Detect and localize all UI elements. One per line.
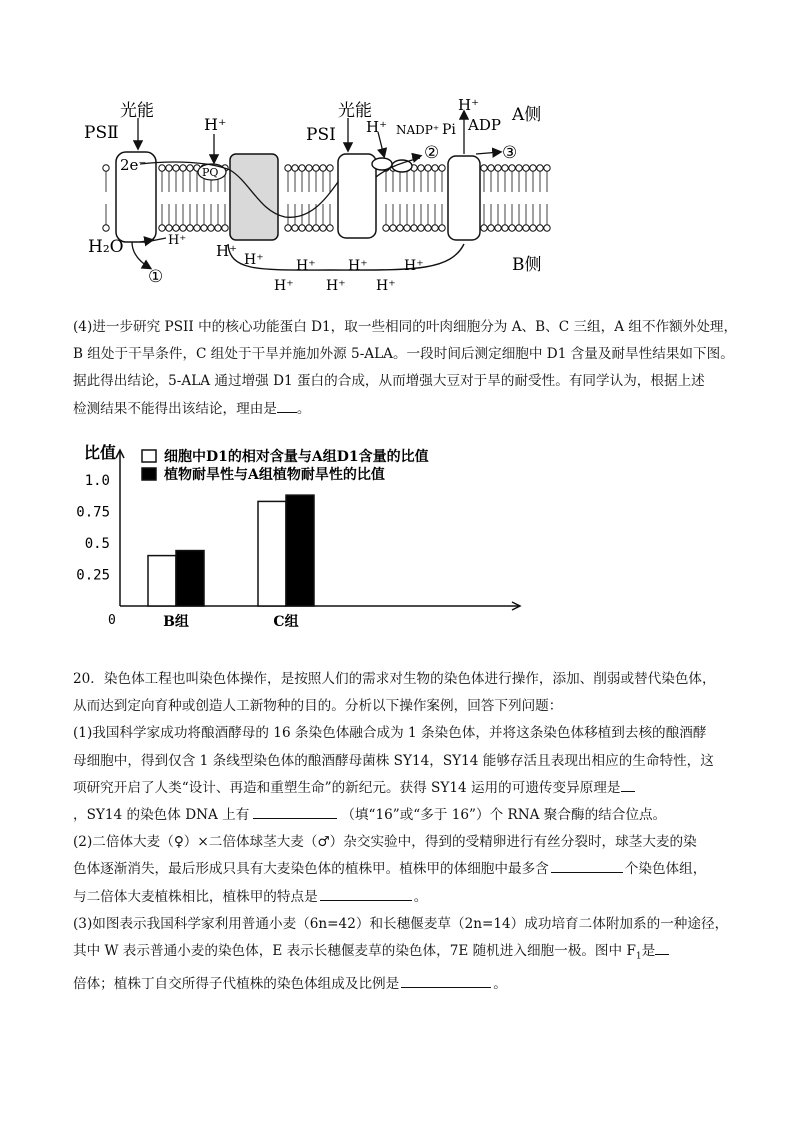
psi-label: PSⅠ: [306, 125, 336, 145]
lipid-head: [187, 165, 193, 171]
bar: [176, 551, 204, 606]
h-plus-label-top1: H⁺: [204, 115, 227, 134]
q20-intro-1: 20．染色体工程也叫染色体操作，是按照人们的需求对生物的染色体进行操作，添加、削弱或替代染色体，: [73, 671, 716, 687]
q20-p1-line-3: [73, 775, 763, 802]
side-b-label: B侧: [512, 255, 542, 275]
lipid-head: [208, 225, 214, 231]
lipid-head: [180, 165, 186, 171]
q4-line-4-text: 检测结果不能得出该结论，理由是: [73, 400, 277, 417]
lipid-head: [292, 225, 298, 231]
lipid-head: [299, 225, 305, 231]
h-plus-label-b5: H⁺: [404, 258, 424, 274]
q20-p2-line-2b: 个染色体组，: [624, 861, 707, 878]
lipid-head: [495, 165, 501, 171]
lipid-head: [488, 165, 494, 171]
light-label-psii: 光能: [120, 101, 154, 121]
q20-p1-line-1: (1)我国科学家成功将酿酒酵母的 16 条染色体融合成为 1 条染色体，并将这条染色体移植到去核的酿酒酵: [73, 725, 707, 742]
q4-line-1: (4)进一步研究 PSII 中的核心功能蛋白 D1，取一些相同的叶肉细胞分为 A、B、C 三组，A 组不作额外处理，: [73, 319, 738, 335]
lipid-head: [481, 165, 487, 171]
h-plus-label-b2: H⁺: [244, 252, 264, 268]
chart-ylabel: 比值: [84, 443, 117, 462]
lipid-head: [425, 165, 431, 171]
lipid-head: [432, 225, 438, 231]
circle-3-label: ③: [502, 143, 518, 163]
lipid-head: [166, 225, 172, 231]
q20-p3-line-3: [73, 971, 763, 998]
lipid-head: [509, 165, 515, 171]
lipid-head: [201, 225, 207, 231]
lipid-head: [530, 165, 536, 171]
q4-line-4: [73, 396, 763, 423]
lipid-head: [509, 225, 515, 231]
lipid-head: [327, 165, 333, 171]
h2o-label: H₂O: [88, 237, 124, 257]
lipid-head: [523, 165, 529, 171]
light-label-psi: 光能: [338, 101, 372, 121]
h-plus-label-top2: H⁺: [366, 118, 387, 136]
h-plus-label-psii: H⁺: [168, 233, 187, 248]
lipid-head: [439, 165, 445, 171]
q4-line-2: B 组处于干旱条件，C 组处于干旱并施加外源 5-ALA。一段时间后测定细胞中 D1 含量及耐旱性结果如下图。: [73, 346, 734, 363]
lipid-head: [530, 225, 536, 231]
lipid-head: [439, 225, 445, 231]
legend-swatch: [142, 468, 156, 480]
h-plus-label-b6: H⁺: [274, 278, 294, 294]
circle-2-label: ②: [424, 143, 440, 163]
lipid-head: [180, 225, 186, 231]
bar: [258, 501, 286, 606]
lipid-head: [103, 225, 109, 231]
lipid-head: [397, 225, 403, 231]
adp-label: ADP: [468, 116, 501, 134]
y-tick-label: 0.75: [76, 504, 110, 521]
h-plus-label-top3: H⁺: [458, 96, 479, 114]
answer-blank-20-1b[interactable]: [253, 804, 337, 819]
q20-p2-line-3a: 与二倍体大麦植株相比，植株甲的特点是: [73, 888, 318, 905]
lipid-head: [327, 225, 333, 231]
thylakoid-membrane-diagram: [80, 92, 560, 302]
q20-p1-line-4a: ，SY14 的染色体 DNA 上有: [73, 807, 250, 824]
q20-p2-line-2: [73, 856, 763, 883]
lipid-head: [215, 225, 221, 231]
lipid-head: [537, 165, 543, 171]
lipid-head: [159, 165, 165, 171]
answer-blank-20-2a[interactable]: [551, 858, 623, 873]
lipid-head: [103, 165, 109, 171]
lipid-head: [516, 225, 522, 231]
h-plus-label-b8: H⁺: [376, 278, 396, 294]
lipid-head: [313, 225, 319, 231]
lipid-head: [313, 165, 319, 171]
arrow-to-1: [132, 242, 150, 268]
answer-blank-20-2b[interactable]: [320, 886, 412, 901]
answer-blank-20-3a[interactable]: [655, 940, 669, 955]
f1-subscript: 1: [635, 951, 642, 962]
q20-intro-2: 从而达到定向育种或创造人工新物种的目的。分析以下操作案例，回答下列问题：: [73, 698, 563, 715]
q20-p3-line-3a: 倍体；植株丁自交所得子代植株的染色体组成及比例是: [73, 975, 400, 992]
h-plus-label-b1: H⁺: [216, 242, 237, 260]
question-4-paragraph: [73, 314, 763, 423]
q20-p3-line-3b: 。: [493, 975, 507, 992]
lipid-head: [285, 225, 291, 231]
q20-p2-line-3: [73, 884, 763, 911]
answer-blank-20-3b[interactable]: [401, 973, 491, 988]
h-plus-label-b3: H⁺: [296, 258, 316, 274]
lipid-head: [537, 225, 543, 231]
lipid-head: [306, 225, 312, 231]
lipid-head: [432, 165, 438, 171]
q20-p3-line-2: [73, 938, 763, 971]
pq-label: PQ: [202, 166, 219, 179]
pi-label: Pi: [442, 122, 456, 138]
lipid-head: [495, 225, 501, 231]
legend-label: 植物耐旱性与A组植物耐旱性的比值: [164, 467, 385, 483]
lipid-head: [425, 225, 431, 231]
q20-p1-line-4: [73, 802, 763, 829]
x-category-label: C组: [273, 614, 299, 630]
bar: [148, 556, 176, 606]
q4-line-4-end: 。: [296, 400, 311, 417]
lipid-head: [523, 225, 529, 231]
lipid-head: [159, 225, 165, 231]
lipid-head: [166, 165, 172, 171]
legend-swatch: [142, 450, 156, 462]
lipid-head: [222, 225, 228, 231]
answer-blank-20-1a[interactable]: [621, 777, 635, 792]
chart-bars: [148, 495, 314, 606]
lipid-head: [187, 225, 193, 231]
lipid-bilayer: [103, 165, 550, 231]
lipid-head: [285, 165, 291, 171]
lipid-head: [516, 165, 522, 171]
legend-label: 细胞中D1的相对含量与A组D1含量的比值: [164, 449, 429, 465]
q20-p1-line-4b: （填“16”或“多于 16”）个 RNA 聚合酶的结合位点。: [341, 807, 667, 824]
q20-p1-line-3-text: 项研究开启了人类“设计、再造和重塑生命”的新纪元。获得 SY14 运用的可遗传变异原理是: [73, 779, 621, 796]
lipid-head: [404, 225, 410, 231]
cytochrome-complex: [230, 154, 278, 240]
psii-label: PSⅡ: [84, 123, 119, 143]
lipid-head: [306, 165, 312, 171]
lipid-head: [418, 225, 424, 231]
lipid-head: [502, 225, 508, 231]
lipid-head: [320, 165, 326, 171]
q20-p2-line-3b: 。: [413, 888, 428, 905]
lipid-head: [194, 225, 200, 231]
lipid-head: [390, 225, 396, 231]
psi-complex: [338, 154, 376, 238]
lipid-head: [292, 165, 298, 171]
q20-p3-line-2a: 其中 W 表示普通小麦的染色体，E 表示长穗偃麦草的染色体，7E 随机进入细胞一极。图中 F: [73, 943, 636, 960]
h-plus-label-b4: H⁺: [348, 258, 368, 274]
y-tick-label: 0.5: [84, 536, 110, 552]
side-a-label: A侧: [512, 105, 542, 125]
q4-line-3: 据此得出结论，5-ALA 通过增强 D1 蛋白的合成，从而增强大豆对于旱的耐受性。有同学认为，根据上述: [73, 373, 705, 390]
chart-legend: [142, 448, 429, 483]
lipid-head: [481, 225, 487, 231]
lipid-head: [544, 165, 550, 171]
q20-p2-line-2a: 色体逐渐消失，最后形成只具有大麦染色体的植株甲。植株甲的体细胞中最多含: [73, 861, 549, 878]
lipid-head: [418, 165, 424, 171]
arrow-to-3: [476, 152, 500, 154]
q20-p3-line-1: (3)如图表示我国科学家利用普通小麦（6n=42）和长穗偃麦草（2n=14）成功培育二体附加系的一种途径，: [73, 915, 729, 932]
circle-1-label: ①: [148, 267, 164, 287]
lipid-head: [411, 225, 417, 231]
x-category-label: B组: [163, 614, 189, 630]
nadp-label: NADP⁺: [396, 123, 440, 137]
lipid-head: [320, 225, 326, 231]
lipid-head: [544, 225, 550, 231]
q20-p1-line-2: 母细胞中，得到仅含 1 条线型染色体的酿酒酵母菌株 SY14，SY14 能够存活且表现出相应的生命特性，这: [73, 752, 714, 769]
bar-chart: [76, 432, 540, 632]
two-e-label: 2e⁻: [120, 156, 147, 174]
lipid-head: [173, 225, 179, 231]
lipid-head: [299, 165, 305, 171]
y-tick-label: 1.0: [84, 473, 110, 489]
q20-p2-line-1: (2)二倍体大麦（♀）×二倍体球茎大麦（♂）杂交实验中，得到的受精卵进行有丝分裂时，球茎大麦的染: [73, 834, 697, 851]
lipid-head: [502, 165, 508, 171]
lipid-head: [383, 225, 389, 231]
question-20: [73, 666, 763, 998]
lipid-head: [488, 225, 494, 231]
lipid-head: [173, 165, 179, 171]
y-tick-label: 0.25: [76, 567, 110, 584]
h-plus-label-b7: H⁺: [326, 278, 346, 294]
q20-p3-line-2b: 是: [641, 943, 656, 960]
bar: [286, 495, 314, 606]
atp-synthase: [448, 156, 480, 240]
tick-origin: 0: [108, 613, 116, 628]
answer-blank-q4[interactable]: [277, 398, 297, 413]
